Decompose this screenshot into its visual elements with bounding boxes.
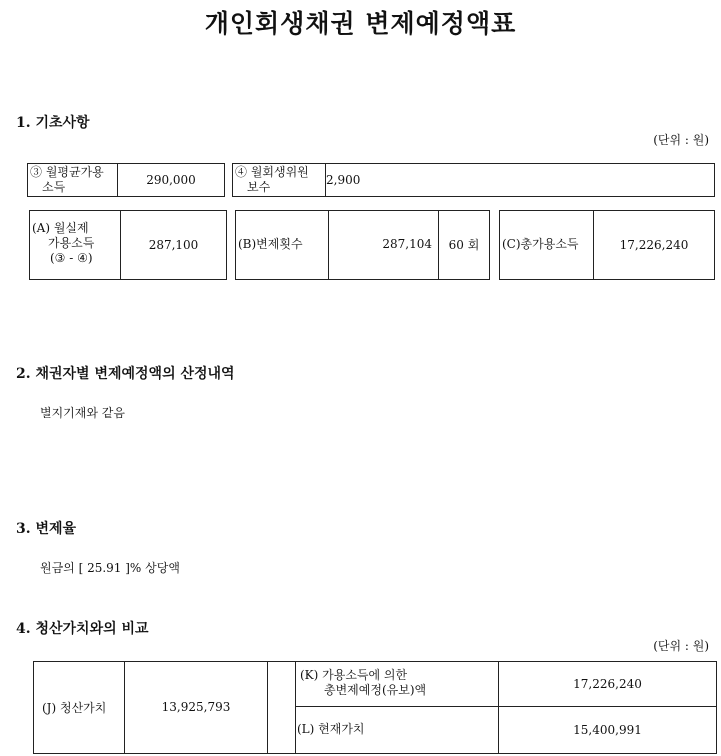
section-2-text: 별지기재와 같음 <box>40 406 125 420</box>
liquidation-value-amount: 13,925,793 <box>161 700 231 714</box>
trustee-fee-label-line1: ④ 월회생위원 <box>235 165 309 179</box>
actual-income-label-line1: (A) 월실제 <box>32 221 89 235</box>
total-income-value: 17,226,240 <box>619 237 689 252</box>
available-income-total-label <box>300 668 498 698</box>
trustee-fee-label <box>235 165 325 195</box>
trustee-fee-box <box>232 163 715 197</box>
actual-income-label-line2: 가용소득 <box>48 236 95 250</box>
unit-label-1: (단위 : 원) <box>653 133 709 147</box>
monthly-income-value: 290,000 <box>146 172 196 187</box>
actual-income-label-line3: (③ - ④) <box>50 251 93 265</box>
section-2-heading: 2. 채권자별 변제예정액의 산정내역 <box>16 366 235 382</box>
liquidation-value-box <box>33 661 268 754</box>
monthly-income-box <box>27 163 225 197</box>
trustee-fee-label-line2: 보수 <box>247 180 271 194</box>
total-income-label: (C)총가용소득 <box>502 237 579 251</box>
repayment-count-amount: 287,104 <box>382 237 432 251</box>
actual-income-box <box>29 210 227 280</box>
section-3-text: 원금의 [ 25.91 ]% 상당액 <box>40 561 180 575</box>
available-income-total-value: 17,226,240 <box>573 676 642 691</box>
actual-income-label <box>32 221 120 266</box>
unit-label-4: (단위 : 원) <box>653 639 709 653</box>
total-income-box <box>499 210 715 280</box>
monthly-income-label <box>30 165 118 195</box>
available-income-total-label-line2: 총변제예정(유보)액 <box>324 683 427 697</box>
section-3-heading: 3. 변제율 <box>16 521 77 537</box>
available-income-total-label-line1: (K) 가용소득에 의한 <box>300 668 408 682</box>
monthly-income-label-line2: 소득 <box>42 180 66 194</box>
present-value-amount: 15,400,991 <box>573 722 642 737</box>
section-1-heading: 1. 기초사항 <box>16 115 90 131</box>
liquidation-value-label: (J) 청산가치 <box>42 701 107 715</box>
repayment-count-times: 60 회 <box>448 237 480 252</box>
repayment-count-label: (B)변제횟수 <box>238 237 303 251</box>
page-title: 개인회생채권 변제예정액표 <box>204 9 517 38</box>
repayment-comparison-box <box>295 661 717 754</box>
section-4-heading: 4. 청산가치와의 비교 <box>16 621 149 637</box>
present-value-label: (L) 현재가치 <box>297 722 365 736</box>
repayment-count-box <box>235 210 490 280</box>
actual-income-value: 287,100 <box>148 237 199 252</box>
trustee-fee-value: 2,900 <box>326 173 361 187</box>
monthly-income-label-line1: ③ 월평균가용 <box>30 165 104 179</box>
